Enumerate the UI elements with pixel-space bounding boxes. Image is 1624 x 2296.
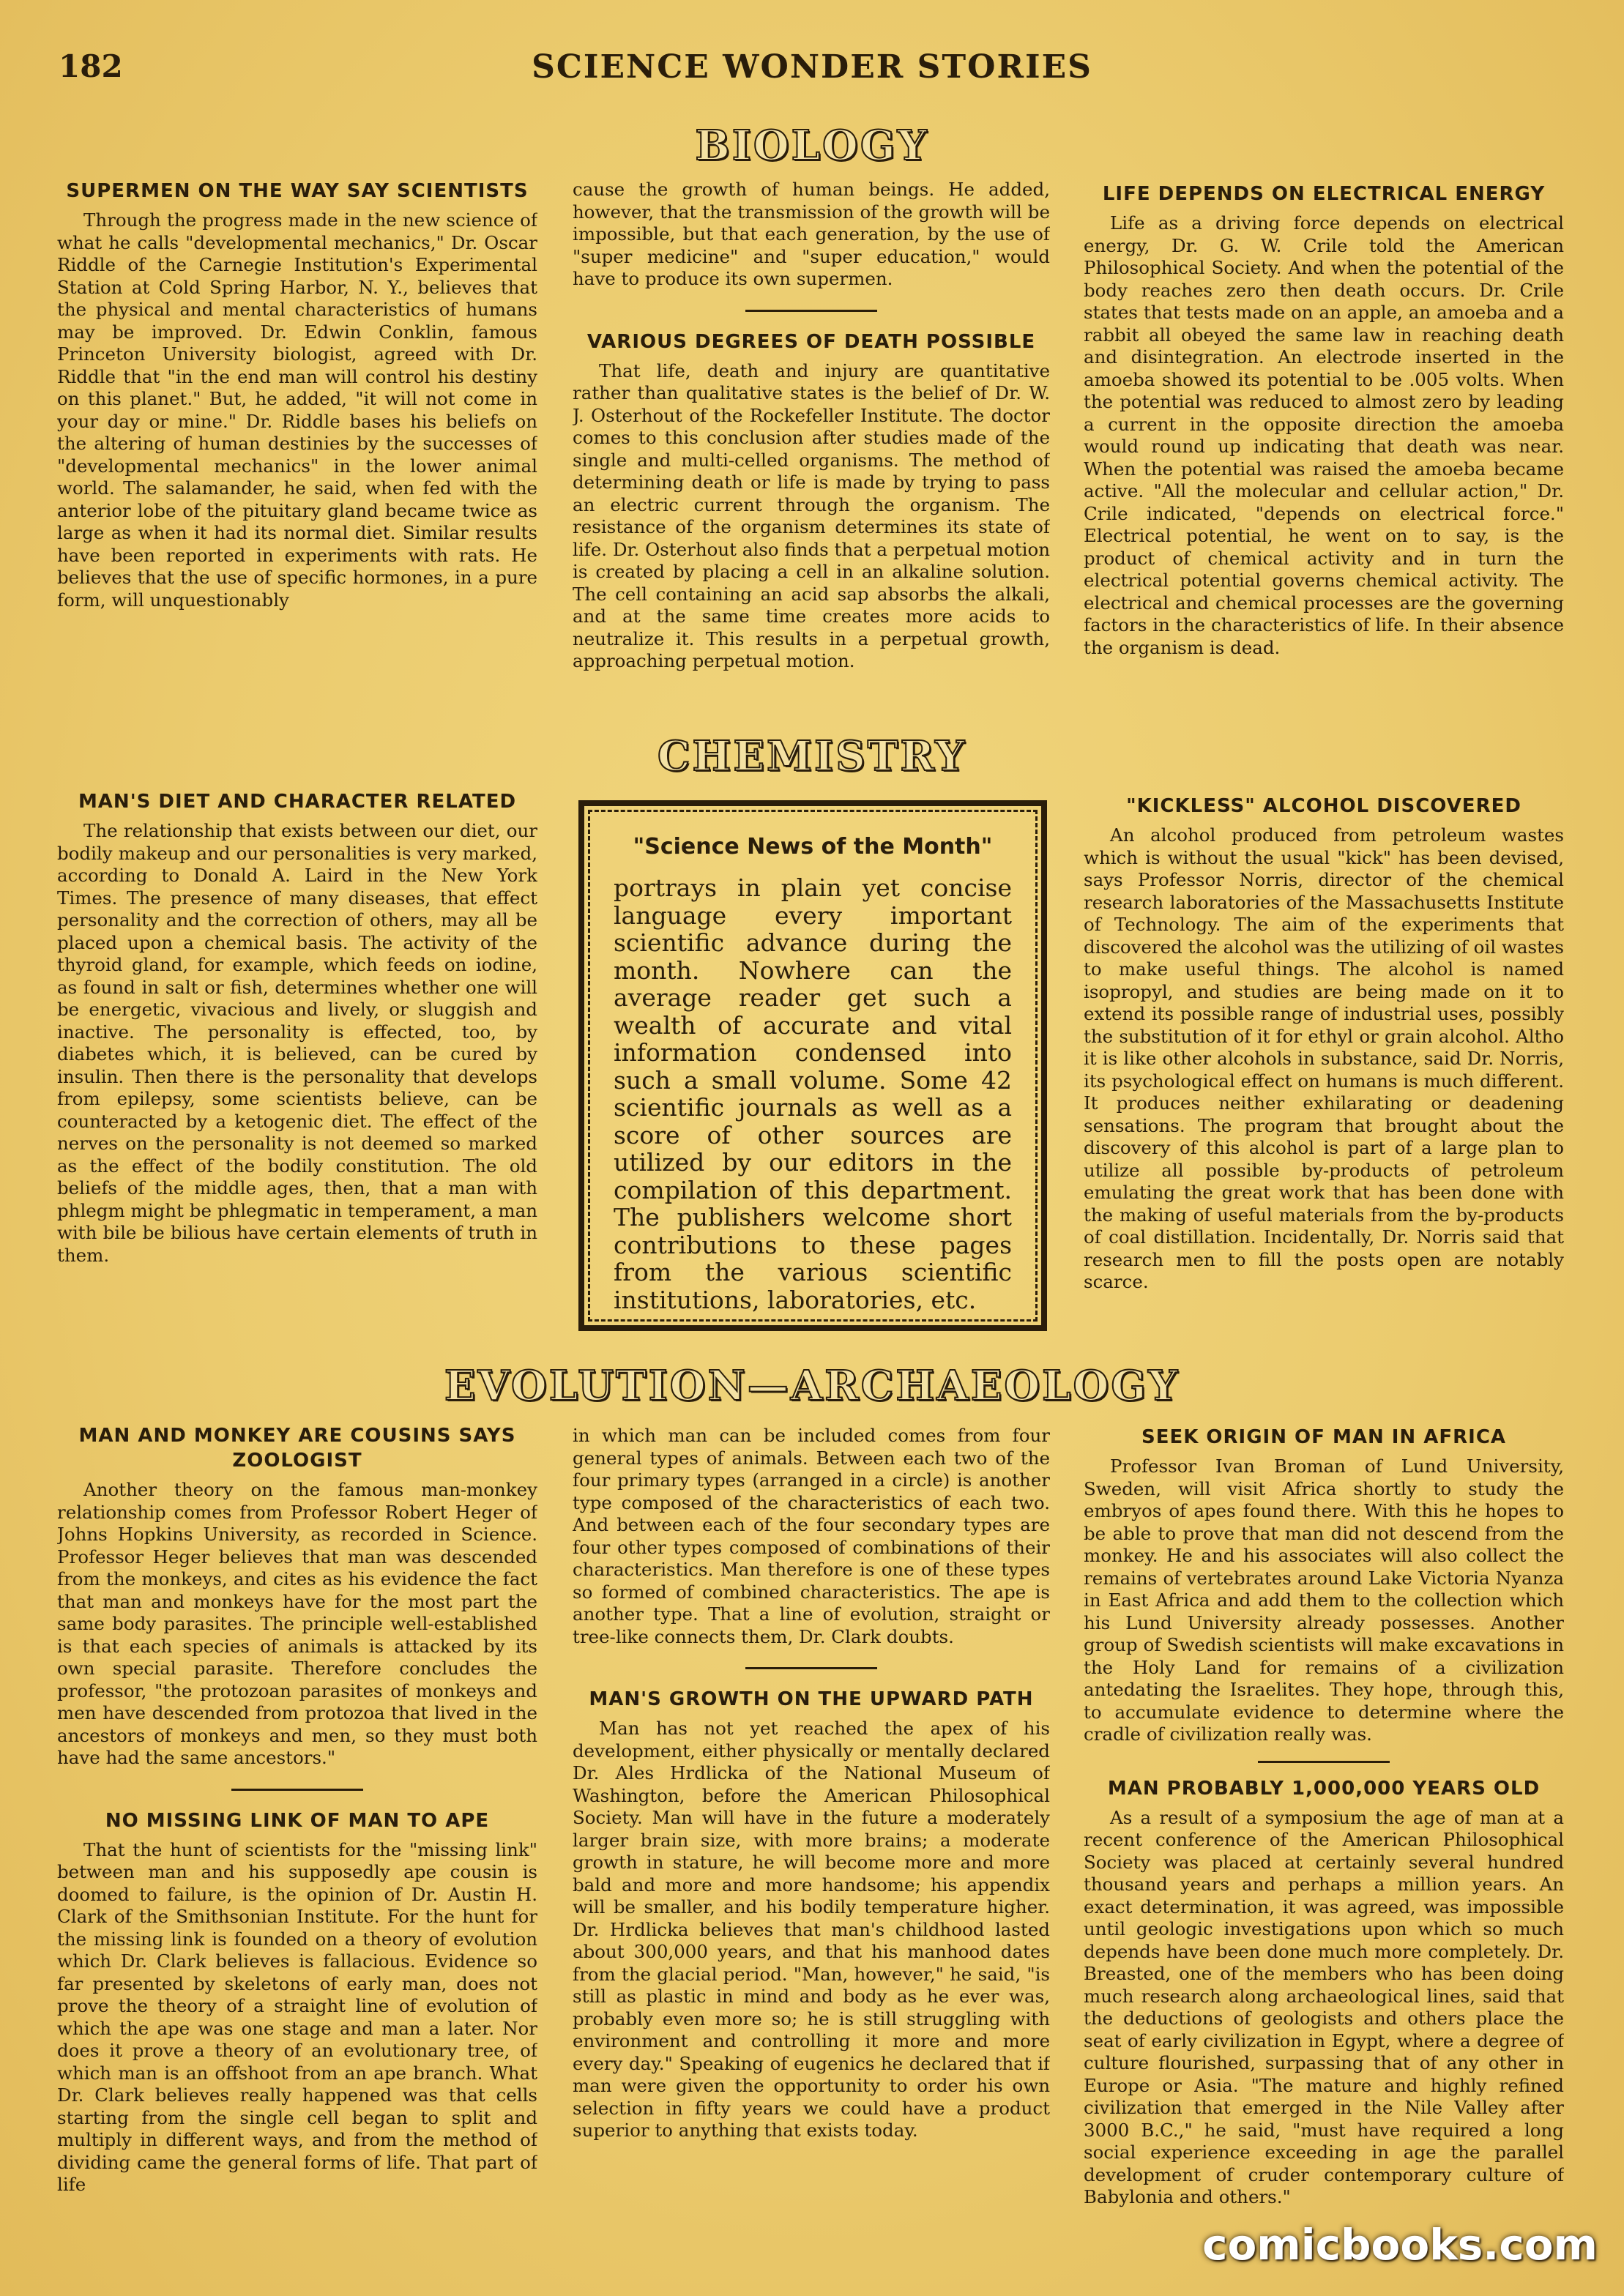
headline-supermen: SUPERMEN ON THE WAY SAY SCIENTISTS xyxy=(66,180,529,202)
column-evolution-middle xyxy=(573,1425,1050,2259)
article-diet xyxy=(57,789,537,1338)
section-chemistry: CHEMISTRY xyxy=(657,732,967,780)
column-divider xyxy=(745,310,877,312)
headline-death: VARIOUS DEGREES OF DEATH POSSIBLE xyxy=(586,330,1036,353)
magazine-title: SCIENCE WONDER STORIES xyxy=(532,48,1092,86)
body-monkey: Another theory on the famous man-monkey relationship comes from Professor Robert Heger of Johns Hopkins University, as recorded in Science. Professor Heger believes that man was descended from the monkeys, and cites as his evidence the fact that man and monkeys have for the most part the same body parasites. The principle well-established is that each species of animals is attacked by its own special parasite. Therefore concludes the professor, "the protozoan parasites of monkeys and men have descended from protozoa that lived in the ancestors of monkeys and men, so they must both have had the same ancestors." xyxy=(57,1479,537,1768)
headline-million-years: MAN PROBABLY 1,000,000 YEARS OLD xyxy=(1107,1777,1541,1800)
body-diet: The relationship that exists between our diet, our bodily makeup and our personalities is very marked, according to Donald A. Laird in the New York Times. The presence of many diseases, that effect personality and the correction of others, may all be placed upon a chemical basis. The activity of the thyroid gland, for example, which feeds on iodine, as found in salt or fish, determines whether one will be energetic, vivacious and lively, or sluggish and inactive. The personality is effected, too, by diabetes which, it is believed, can be cured by insulin. Then there is the personality that develops from epilepsy, some scientists believe, can be counteracted by a ketogenic diet. The effect of the nerves on the personality is not deemed so marked as the effect of the bodily constitution. The old beliefs of the middle ages, then, that a man with phlegm might be phlegmatic in temperament, a man with bile be bilious have certain elements of truth in them. xyxy=(57,820,537,1266)
article-electrical xyxy=(1084,182,1564,709)
watermark-logo: comicbooks.com xyxy=(1202,2220,1598,2270)
notice-box-title: "Science News of the Month" xyxy=(633,834,993,860)
headline-growth: MAN'S GROWTH ON THE UPWARD PATH xyxy=(589,1688,1034,1710)
body-death: That life, death and injury are quantitative rather than qualitative states is the belief of Dr. W. J. Osterhout of the Rockefeller Institute. The doctor comes to this conclusion after studies made of the single and multi-celled organisms. The method of determining death or life is made by trying to pass an electric current through the organism. The resistance of the organism determines its state of life. Dr. Osterhout also finds that a perpetual motion is created by placing a cell in an alkaline solution. The cell containing an acid sap absorbs the alkali, and at the same time creates more acids to neutralize it. This results in a perpetual growth, approaching perpetual motion. xyxy=(573,359,1050,671)
headline-monkey: MAN AND MONKEY ARE COUSINS SAYS ZOOLOGIST xyxy=(78,1425,516,1472)
section-evolution: EVOLUTION—ARCHAEOLOGY xyxy=(444,1362,1180,1410)
column-divider xyxy=(231,1789,363,1791)
column-evolution-right xyxy=(1084,1425,1564,2259)
article-alcohol xyxy=(1084,794,1564,1343)
body-supermen: Through the progress made in the new science of what he calls "developmental mechanics," Dr. Oscar Riddle of the Carnegie Institution's Experimental Station at Cold Spring Harbor, N. Y., believes that the physical and mental characteristics of humans may be improved. Dr. Edwin Conklin, famous Princeton University biologist, agreed with Dr. Riddle that "in the end man will control his destiny on this planet." But, he added, "it will not come in your day or mine." Dr. Riddle bases his beliefs on the altering of human destinies by the successes of "developmental mechanics" in the lower animal world. The salamander, he said, when fed with the anterior lobe of the pituitary gland became twice as large as when it had its normal diet. Similar results have been reported in experiments with rats. He believes that the use of specific hormones, in a pure form, will unquestionably xyxy=(57,209,537,611)
body-electrical: Life as a driving force depends on electrical energy, Dr. G. W. Crile told the American Philosophical Society. And when the potential of the body reaches zero then death occurs. Dr. Crile states that tests made on an apple, an amoeba and a rabbit all obeyed the same law in reaching death and disintegration. An electrode inserted in the amoeba showed its potential to be .005 volts. When the potential was reduced to almost zero by leading a current in the opposite direction the amoeba would round up indicating that death was near. When the potential was raised the amoeba became active. "All the molecular and cellular action," Dr. Crile indicated, "depends on electrical force." Electrical potential, he went on to say, is the product of chemical activity and in turn the electrical potential governs chemical activity. The electrical and chemical processes are the governing factors in the characteristics of life. In their absence the organism is dead. xyxy=(1084,212,1564,658)
headline-africa: SEEK ORIGIN OF MAN IN AFRICA xyxy=(1141,1426,1507,1448)
body-supermen-continued: cause the growth of human beings. He added, however, that the transmission of the growth will be impossible, but that each generation, by the use of "super medicine" and "super education," would have to produce its own supermen. xyxy=(573,179,1050,289)
body-growth: Man has not yet reached the apex of his development, either physically or mentally declared Dr. Ales Hrdlicka of the National Museum of Washington, before the American Philosophical Society. Man will have in the future a moderately larger brain size, with more brains; a moderate growth in stature, he will become more and more bald and more and more handsome; his appendix will be smaller, and his bodily temperature higher. Dr. Hrdlicka believes that man's childhood lasted about 300,000 years, and that his manhood dates from the glacial period. "Man, however," he said, "is still as plastic in mind and body as he ever was, probably even more so; he is still struggling with environment and controlling it more and more every day." Speaking of eugenics he declared that if man were given the opportunity to order his own selection in fifty years we could have a product superior to anything that exists today. xyxy=(573,1718,1050,2141)
body-africa: Professor Ivan Broman of Lund University, Sweden, will visit Africa shortly to study the embryos of apes found there. With this he hopes to be able to prove that man did not descend from the monkey. He and his associates will also collect the remains of vertebrates around Lake Victoria Nyanza in East Africa and add them to the collection which his Lund University already possesses. Another group of Swedish scientists will make excavations in the Holy Land for remains of a civilization antedating the Israelites. They hope, through this, to accumulate evidence to determine where the cradle of civilization really was. xyxy=(1084,1456,1564,1745)
column-divider xyxy=(745,1667,877,1669)
section-biology: BIOLOGY xyxy=(695,122,929,170)
body-missing-link: That the hunt of scientists for the "missing link" between man and his supposedly ape cousin is doomed to failure, is the opinion of Dr. Austin H. Clark of the Smithsonian Institute. For the hunt for the missing link is founded on a theory of evolution which Dr. Clark believes is fallacious. Evidence so far presented by skeletons of early man, does not prove the theory of a straight line of evolution of which the ape was one stage and man a later. Nor does it prove a theory of an evolutionary tree, of which man is an offshoot from an ape branch. What Dr. Clark believes really happened was that cells starting from the single cell began to split and multiply in different ways, and from the method of dividing came the general forms of life. That part of life xyxy=(57,1838,537,2195)
page-number: 182 xyxy=(59,48,123,84)
column-biology-middle xyxy=(573,179,1050,706)
article-supermen xyxy=(57,179,537,706)
column-evolution-left xyxy=(57,1423,537,2258)
notice-box-body: portrays in plain yet concise language every important scientific advance during the month. Nowhere can the average reader get such a wealth of accurate and vital information condensed into such a small volume. Some 42 scientific journals as well as a score of other sources are utilized by our editors in the compilation of this department. The publishers welcome short contributions to these pages from the various scientific institutions, laboratories, etc. xyxy=(614,873,1012,1314)
body-missing-link-continued: in which man can be included comes from four general types of animals. Between each two of the four primary types (arranged in a circle) is another type composed of the characteristics of each two. And between each of the four secondary types are four other types composed of combinations of their characteristics. Man therefore is one of these types so formed of combined characteristics. The ape is another type. That a line of evolution, straight or tree-like connects them, Dr. Clark doubts. xyxy=(573,1425,1050,1647)
headline-diet: MAN'S DIET AND CHARACTER RELATED xyxy=(78,791,517,813)
column-divider xyxy=(1258,1761,1390,1763)
body-million-years: As a result of a symposium the age of man at a recent conference of the American Philosophical Society was placed at certainly several hundred thousand years and perhaps a million years. An exact determination, it was agreed, was impossible until geologic investigations upon which so much depends have been done much more completely. Dr. Breasted, one of the members who has been doing much research along archaeological lines, said that the deductions of geologists and others place the seat of early civilization in Egypt, where a degree of culture flourished, surpassing that of any other in Europe or Asia. "The mature and highly refined civilization that emerged in the Nile Valley after 3000 B.C.," he said, "must have required a long social experience exceeding in age the parallel development of cruder contemporary culture of Babylonia and others." xyxy=(1084,1806,1564,2207)
headline-electrical: LIFE DEPENDS ON ELECTRICAL ENERGY xyxy=(1102,183,1546,205)
headline-missing-link: NO MISSING LINK OF MAN TO APE xyxy=(105,1809,490,1832)
notice-box xyxy=(578,800,1047,1331)
body-alcohol: An alcohol produced from petroleum wastes which is without the usual "kick" has been devised, says Professor Norris, director of the chemical research laboratories of the Massachusetts Institute of Technology. The aim of the experiments that discovered the alcohol was the utilizing of oil wastes to make useful things. The alcohol is named isopropyl, and studies are being made on it to extend its possible range of industrial uses, possibly the substitution of it for ethyl or grain alcohol. Altho it is like other alcohols in substance, said Dr. Norris, its psychological effect on humans is much different. It produces neither exhilarating or deadening sensations. The program that brought about the discovery of this alcohol is part of a large plan to utilize all possible by-products of petroleum emulating the great work that has been done with the making of useful materials from the by-products of coal distillation. Incidentally, Dr. Norris said that research men to fill the posts open are notably scarce. xyxy=(1084,824,1564,1292)
headline-alcohol: "KICKLESS" ALCOHOL DISCOVERED xyxy=(1126,795,1521,817)
